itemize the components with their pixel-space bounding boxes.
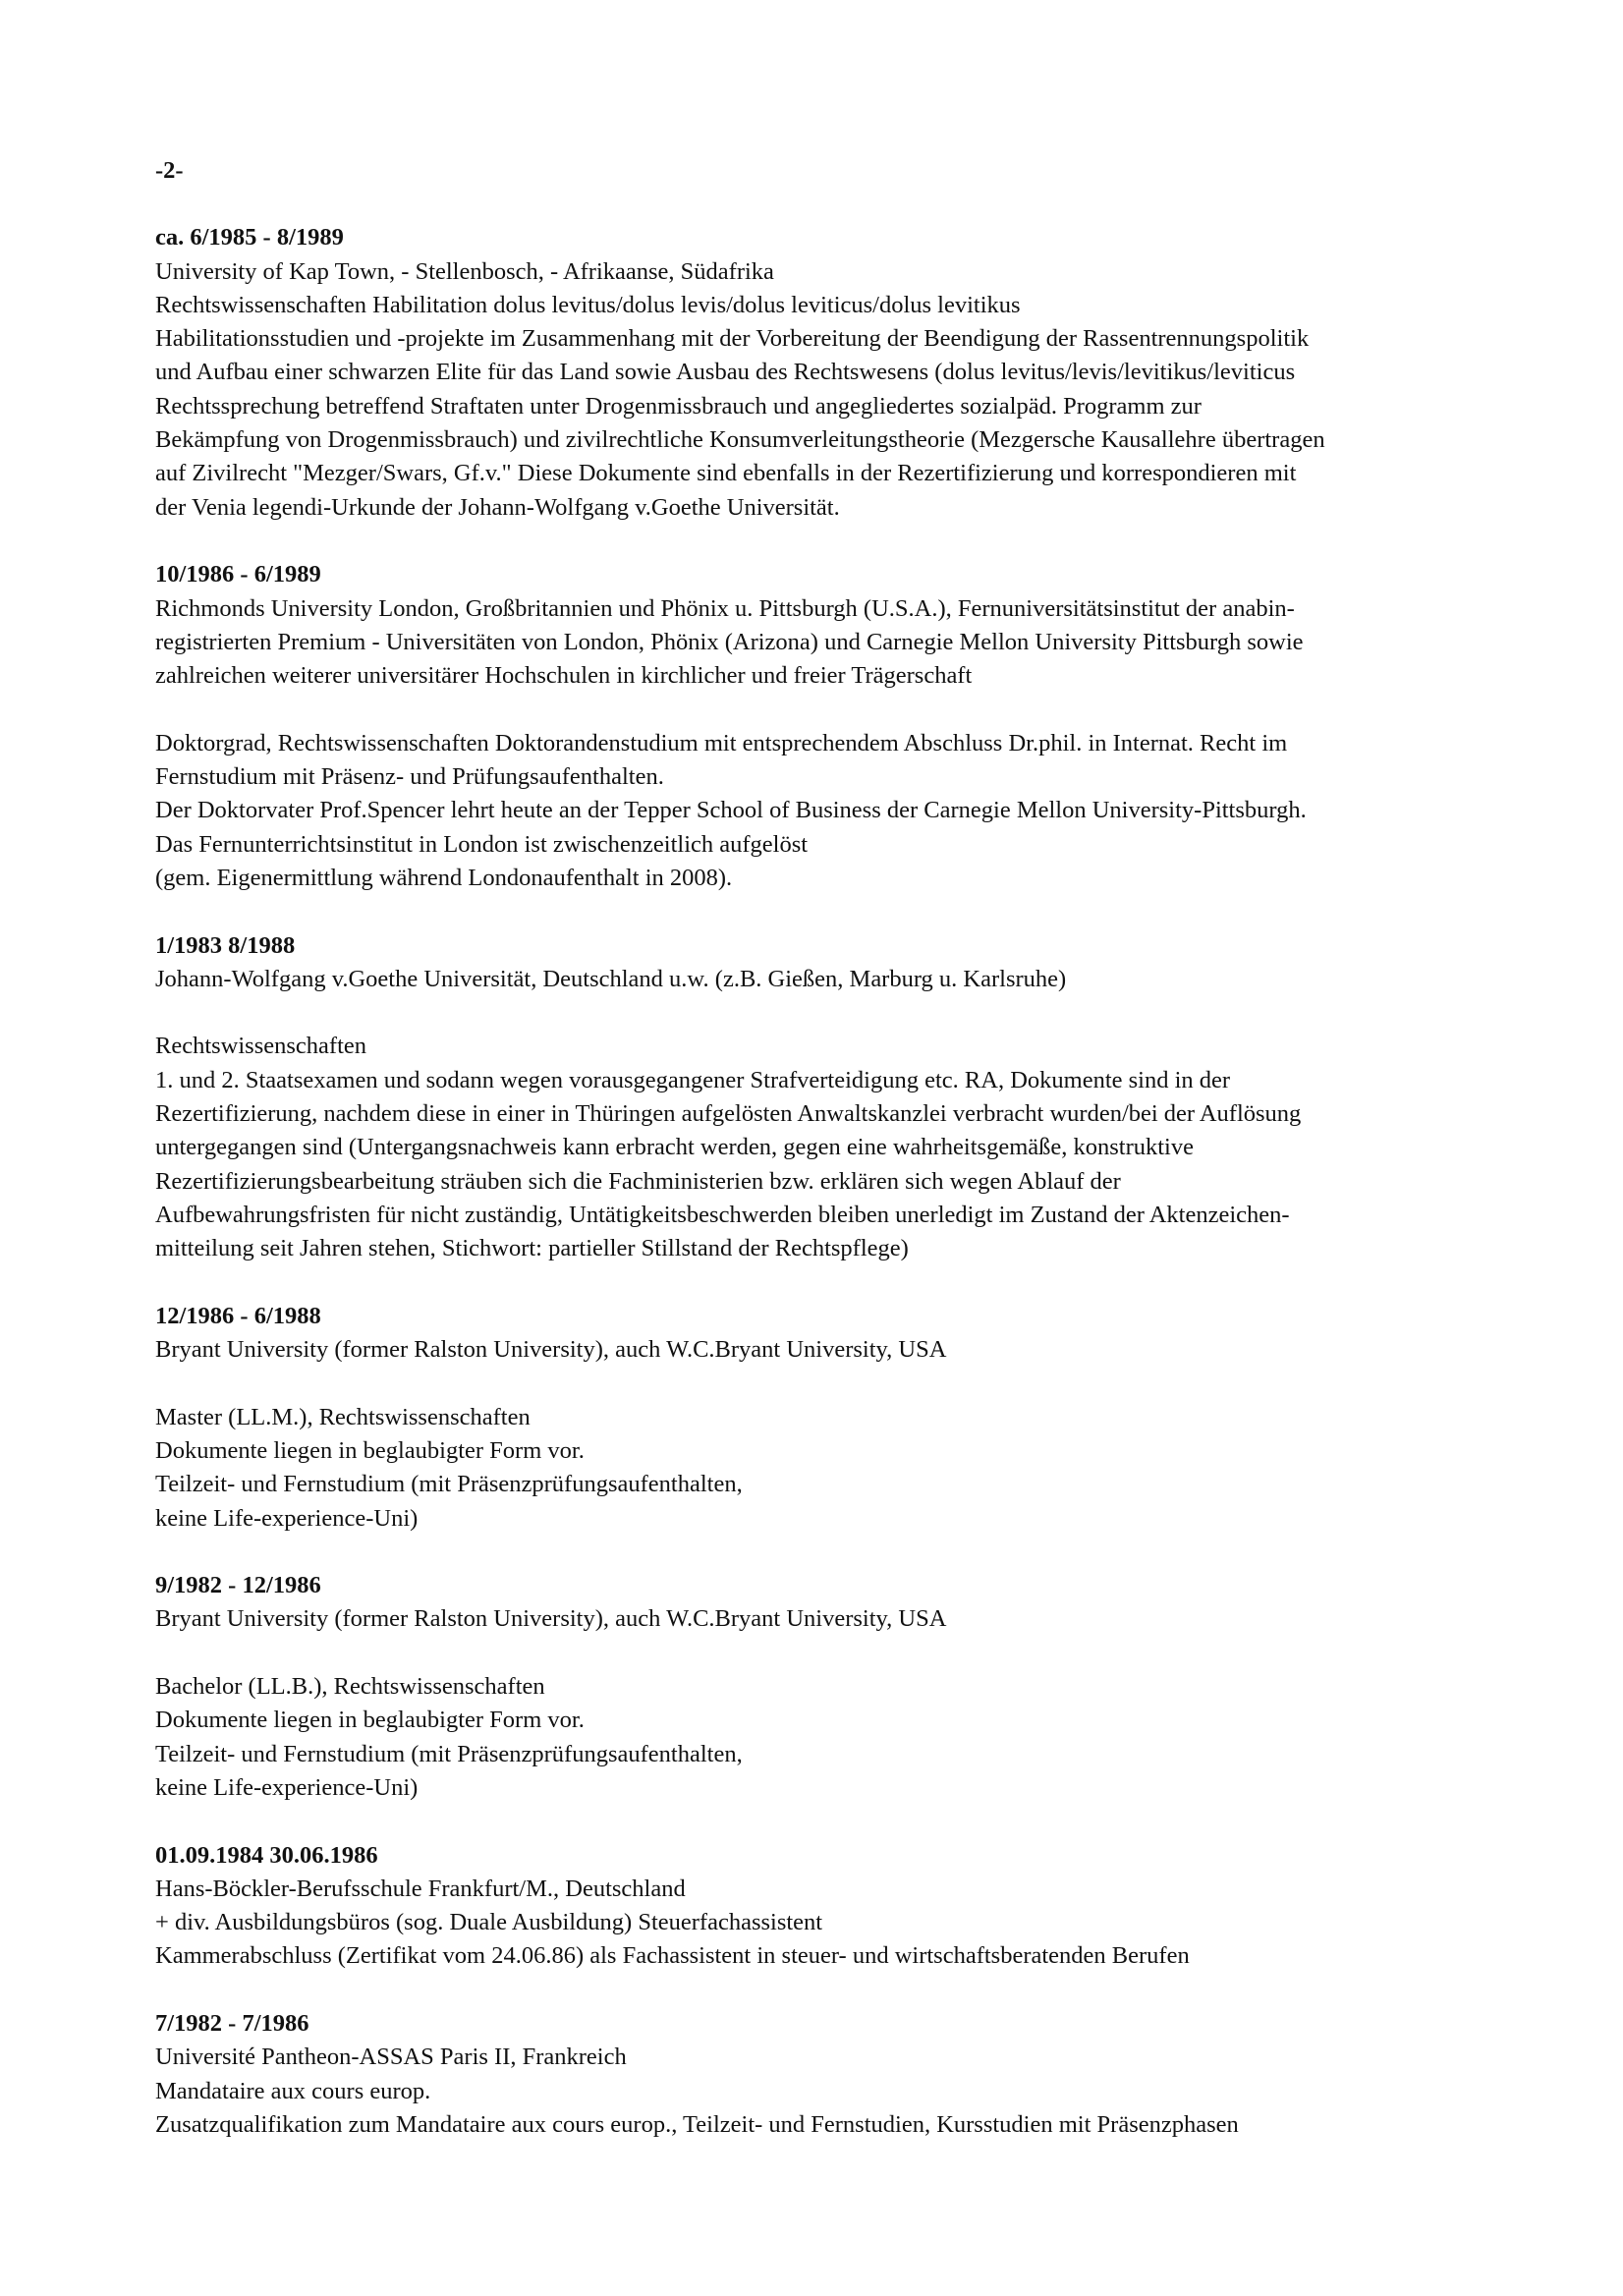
text-line: Habilitationsstudien und -projekte im Zusammenhang mit der Vorbereitung der Beendigung der Rassentrennungspolitik: [155, 325, 1310, 353]
text-line: keine Life-experience-Uni): [155, 1504, 419, 1532]
paragraph-spacer: [155, 996, 1531, 1030]
entry-paragraph: [155, 727, 1531, 895]
entry-paragraph: [155, 1030, 1531, 1265]
text-line: Fernstudium mit Präsenz- und Prüfungsaufenthalten.: [155, 763, 664, 791]
text-line: und Aufbau einer schwarzen Elite für das Land sowie Ausbau des Rechtswesens (dolus levitus/levis/levitikus/leviticus: [155, 359, 1296, 386]
text-line: Dokumente liegen in beglaubigter Form vor.: [155, 1707, 585, 1734]
text-line: Rezertifizierung, nachdem diese in einer in Thüringen aufgelösten Anwaltskanzlei verbracht wurden/bei der Auflösung: [155, 1100, 1302, 1128]
text-line: Université Pantheon-ASSAS Paris II, Frankreich: [155, 2044, 627, 2071]
entry-paragraph: [155, 1873, 1531, 1974]
text-line: zahlreichen weiterer universitärer Hochschulen in kirchlicher und freier Trägerschaft: [155, 662, 973, 690]
text-line: Zusatzqualifikation zum Mandataire aux cours europ., Teilzeit- und Fernstudien, Kursstudien mit Präsenzphasen: [155, 2110, 1239, 2138]
text-line: Teilzeit- und Fernstudium (mit Präsenzprüfungsaufenthalten,: [155, 1471, 743, 1498]
text-line: Richmonds University London, Großbritannien und Phönix u. Pittsburgh (U.S.A.), Fernuniversitätsinstitut der anabin-: [155, 594, 1295, 622]
entry-date: 01.09.1984 30.06.1986: [155, 1841, 378, 1869]
text-line: Bekämpfung von Drogenmissbrauch) und zivilrechtliche Konsumverleitungstheorie (Mezgersche Kausallehre übertragen: [155, 426, 1325, 454]
cv-entry: [155, 1300, 1531, 1536]
text-line: Hans-Böckler-Berufsschule Frankfurt/M., Deutschland: [155, 1875, 686, 1902]
text-line: Der Doktorvater Prof.Spencer lehrt heute an der Tepper School of Business der Carnegie Mellon University-Pittsburgh.: [155, 797, 1307, 824]
page-number: -2-: [155, 157, 184, 184]
text-line: Doktorgrad, Rechtswissenschaften Doktorandenstudium mit entsprechendem Abschluss Dr.phil. in Internat. Recht im: [155, 729, 1288, 756]
paragraph-spacer: [155, 1367, 1531, 1400]
text-line: Bryant University (former Ralston University), auch W.C.Bryant University, USA: [155, 1605, 947, 1633]
text-line: Rechtssprechung betreffend Straftaten unter Drogenmissbrauch und angegliedertes sozialpäd. Programm zur: [155, 392, 1202, 420]
text-line: registrierten Premium - Universitäten von London, Phönix (Arizona) und Carnegie Mellon University Pittsburgh sowie: [155, 628, 1304, 655]
entry-paragraph: [155, 1333, 1531, 1367]
text-line: Teilzeit- und Fernstudium (mit Präsenzprüfungsaufenthalten,: [155, 1740, 743, 1767]
text-line: Mandataire aux cours europ.: [155, 2077, 431, 2104]
entry-date: 10/1986 - 6/1989: [155, 561, 321, 588]
entry-date: ca. 6/1985 - 8/1989: [155, 224, 344, 252]
text-line: Bryant University (former Ralston University), auch W.C.Bryant University, USA: [155, 1336, 947, 1364]
entry-date: 1/1983 8/1988: [155, 931, 296, 959]
entry-paragraph: [155, 255, 1531, 525]
entry-paragraph: [155, 1670, 1531, 1805]
text-line: Rezertifizierungsbearbeitung sträuben sich die Fachministerien bzw. erklären sich wegen Ablauf der: [155, 1167, 1121, 1195]
text-line: Master (LL.M.), Rechtswissenschaften: [155, 1403, 531, 1430]
entry-paragraph: [155, 1401, 1531, 1536]
cv-entry: [155, 221, 1531, 525]
entry-date: 9/1982 - 12/1986: [155, 1572, 321, 1599]
entry-paragraph: [155, 1602, 1531, 1636]
entry-date: 7/1982 - 7/1986: [155, 2010, 309, 2038]
text-line: Aufbewahrungsfristen für nicht zuständig, Untätigkeitsbeschwerden bleiben unerledigt im Zustand der Aktenzeichen-: [155, 1201, 1290, 1228]
entry-paragraph: [155, 2041, 1531, 2142]
text-line: + div. Ausbildungsbüros (sog. Duale Ausbildung) Steuerfachassistent: [155, 1909, 823, 1936]
text-line: untergegangen sind (Untergangsnachweis kann erbracht werden, gegen eine wahrheitsgemäße, konstruktive: [155, 1134, 1194, 1161]
cv-entry: [155, 1569, 1531, 1805]
document-page: [155, 154, 1531, 2176]
cv-entry: [155, 929, 1531, 1266]
text-line: Rechtswissenschaften: [155, 1033, 366, 1060]
text-line: keine Life-experience-Uni): [155, 1773, 419, 1801]
paragraph-spacer: [155, 1637, 1531, 1670]
cv-entries: [155, 221, 1531, 2142]
text-line: Bachelor (LL.B.), Rechtswissenschaften: [155, 1673, 545, 1701]
text-line: Rechtswissenschaften Habilitation dolus levitus/dolus levis/dolus leviticus/dolus levitikus: [155, 291, 1021, 318]
text-line: auf Zivilrecht "Mezger/Swars, Gf.v." Diese Dokumente sind ebenfalls in der Rezertifizierung und korrespondieren mit: [155, 460, 1297, 487]
text-line: Das Fernunterrichtsinstitut in London ist zwischenzeitlich aufgelöst: [155, 830, 809, 858]
cv-entry: [155, 2007, 1531, 2142]
text-line: University of Kap Town, - Stellenbosch, - Afrikaanse, Südafrika: [155, 257, 774, 285]
entry-paragraph: [155, 592, 1531, 694]
text-line: mitteilung seit Jahren stehen, Stichwort: partieller Stillstand der Rechtspflege): [155, 1235, 909, 1262]
paragraph-spacer: [155, 693, 1531, 726]
text-line: Johann-Wolfgang v.Goethe Universität, Deutschland u.w. (z.B. Gießen, Marburg u. Karlsruhe): [155, 965, 1067, 992]
cv-entry: [155, 558, 1531, 895]
text-line: Dokumente liegen in beglaubigter Form vor.: [155, 1436, 585, 1464]
text-line: Kammerabschluss (Zertifikat vom 24.06.86) als Fachassistent in steuer- und wirtschaftsberatenden Berufen: [155, 1942, 1190, 1970]
entry-date: 12/1986 - 6/1988: [155, 1302, 321, 1329]
text-line: 1. und 2. Staatsexamen und sodann wegen vorausgegangener Strafverteidigung etc. RA, Dokumente sind in der: [155, 1066, 1231, 1093]
cv-entry: [155, 1839, 1531, 1974]
text-line: der Venia legendi-Urkunde der Johann-Wolfgang v.Goethe Universität.: [155, 493, 840, 521]
entry-paragraph: [155, 963, 1531, 996]
text-line: (gem. Eigenermittlung während Londonaufenthalt in 2008).: [155, 864, 733, 891]
